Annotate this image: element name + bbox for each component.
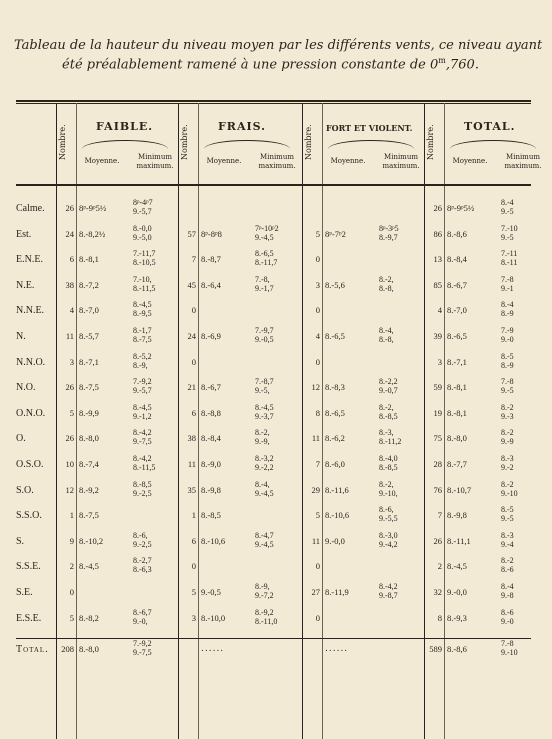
count-value: 26: [65, 382, 74, 393]
min-value: 8.-2: [501, 556, 514, 566]
max-value: 9.-5,0: [133, 232, 152, 242]
min-value: 7.-11: [501, 249, 518, 259]
row-label: N.O.: [16, 382, 36, 394]
max-value: 8.-8,: [379, 283, 394, 293]
count-value: 26: [433, 203, 442, 213]
max-value: 8.-6,3: [133, 565, 152, 575]
row-label: O.N.O.: [16, 407, 46, 419]
mean-value: 8.-8,7: [201, 254, 221, 265]
min-value: 8.-2,: [379, 479, 394, 489]
max-value: 8.-11,7: [255, 258, 278, 268]
max-value: 9.-5: [501, 207, 514, 216]
min-value: 8.-2: [501, 479, 514, 489]
count-value: 39: [433, 331, 442, 341]
min-value: 8.-2: [501, 428, 514, 438]
min-value: 8.-4: [501, 300, 514, 310]
max-value: 8.-11,2: [379, 437, 402, 447]
mean-value: 8.-5,6: [325, 279, 345, 290]
count-value: 0: [315, 612, 320, 623]
min-value: 8.-4,7: [255, 530, 274, 540]
count-value: 38: [187, 433, 196, 444]
mean-value: 8.-8,1: [447, 382, 467, 393]
min-value: 8.-8,5: [133, 479, 152, 489]
min-value: 8ᵖ-4ᵖ7: [133, 198, 153, 207]
row-label: N.E.: [16, 279, 35, 291]
count-value: 5: [69, 407, 74, 418]
row-label: N.N.E.: [16, 305, 45, 317]
max-value: 9.-5,7: [133, 386, 152, 396]
nombre-divider: [76, 103, 77, 739]
max-value: 9.-3,7: [255, 411, 274, 421]
minmax-header-max: maximum.: [258, 162, 296, 170]
count-value: 32: [433, 587, 442, 597]
mean-value: 8.-11,1: [447, 535, 471, 546]
mean-value: 8.-8,1: [447, 407, 467, 418]
row-label: O.S.O.: [16, 459, 44, 470]
row-label: S.S.E.: [16, 561, 41, 573]
count-value: 7: [315, 459, 320, 469]
count-value: 76: [433, 484, 442, 495]
row-label: Est.: [16, 228, 32, 240]
mean-value: 8.-7,0: [447, 305, 467, 316]
moyenne-header: Moyenne.: [452, 157, 488, 165]
min-value: 8.-3,2: [255, 454, 274, 463]
count-value: 1: [69, 510, 74, 521]
row-label: S.E.: [16, 587, 33, 598]
count-value: 4: [437, 305, 442, 316]
max-value: 9.-1,2: [133, 411, 152, 421]
mean-value: 8.-7,0: [79, 305, 99, 316]
mean-value: 8.-8,0: [79, 433, 99, 444]
max-value: 9.-9,: [255, 437, 270, 447]
count-value: 26: [65, 203, 74, 213]
mean-value: 8.-7,7: [447, 459, 467, 469]
row-label: N.: [16, 331, 26, 342]
count-value: 19: [433, 407, 442, 418]
min-value: 7.-10,: [133, 274, 152, 284]
row-label: E.N.E.: [16, 254, 43, 266]
max-value: 9.-1: [501, 283, 514, 293]
mean-value: 8.-10,6: [325, 510, 350, 521]
max-value: 9.-4,5: [255, 232, 274, 242]
mean-value: 8ᵖ-7ᵖ2: [325, 228, 346, 239]
mean-value: 8.-4,5: [79, 561, 99, 572]
mean-value: 9.-0,0: [447, 587, 467, 597]
count-value: 26: [65, 433, 74, 444]
min-value: 8.-4,2: [133, 428, 152, 438]
min-value: 8.-9,2: [255, 607, 274, 617]
group-header: FAIBLE.: [96, 120, 154, 133]
min-value: 7ᵖ-10ᵖ2: [255, 223, 279, 233]
count-value: 0: [191, 305, 196, 316]
moyenne-header: Moyenne.: [330, 157, 366, 165]
moyenne-header: Moyenne.: [206, 157, 242, 165]
title-line-1: Tableau de la hauteur du niveau moyen par les différents vents, ce niveau ayant: [14, 38, 543, 53]
max-value: 9.-4,5: [255, 539, 274, 549]
total-rule: [16, 638, 531, 639]
count-value: 6: [69, 254, 74, 265]
max-value: 8.-7,5: [133, 335, 152, 344]
mean-value: 8.-10,7: [447, 484, 472, 495]
max-value: 8.-8,: [379, 335, 394, 344]
min-value: 8.-4,2: [133, 454, 152, 463]
minmax-header-max: maximum.: [382, 162, 420, 170]
count-value: 589: [429, 644, 442, 655]
count-value: 0: [315, 561, 320, 572]
nombre-divider: [444, 103, 445, 739]
max-value: 8.-11: [501, 258, 518, 268]
top-rule: [16, 100, 531, 102]
group-brace: [82, 140, 168, 149]
max-value: 9.-5: [501, 514, 514, 524]
min-value: 7.-9,2: [133, 377, 152, 387]
min-value: 7.-9: [501, 326, 514, 335]
min-value: 8.-3,: [379, 428, 394, 438]
max-value: 9.-0: [501, 616, 514, 626]
nombre-divider: [322, 103, 323, 739]
minmax-header-max: maximum.: [504, 162, 542, 170]
mean-value: 8.-8,5: [201, 510, 221, 521]
min-value: 8.-2,: [379, 402, 394, 412]
max-value: 9.-2,5: [133, 539, 152, 549]
max-value: 9.-0,7: [379, 386, 398, 396]
min-value: 7.-9,2: [133, 639, 152, 649]
nombre-header: Nombre.: [426, 124, 435, 160]
min-value: 8.-2,2: [379, 377, 398, 387]
count-value: 24: [187, 331, 196, 341]
count-value: 5: [69, 612, 74, 623]
min-value: 8.-2,7: [133, 556, 152, 566]
max-value: 9.-8: [501, 591, 514, 600]
max-value: 9.-2: [501, 463, 514, 472]
mean-value: 8.-8,4: [201, 433, 221, 444]
max-value: 9.-10,: [379, 488, 398, 498]
min-value: 7.-8,: [255, 274, 270, 284]
min-value: 8.-2,: [255, 428, 270, 438]
mean-value: 8ᵖ-8ᵖ8: [201, 228, 222, 239]
max-value: 8.-9,5: [133, 309, 152, 319]
count-value: 0: [69, 587, 74, 597]
max-value: 9.-4,5: [255, 488, 274, 498]
group-brace: [204, 140, 290, 149]
max-value: 8.-8,5: [379, 411, 398, 421]
mean-value: 8.-6,7: [447, 279, 467, 290]
count-value: 85: [433, 279, 442, 290]
count-value: 8: [437, 612, 442, 623]
mean-value: 8.-11,6: [325, 484, 349, 495]
mean-value: 8.-10,6: [201, 535, 226, 546]
row-label: S.S.O.: [16, 510, 42, 522]
max-value: 9.-10: [501, 488, 518, 498]
min-value: 8.-4,5: [255, 402, 274, 412]
count-value: 11: [311, 433, 320, 444]
count-value: 6: [191, 407, 196, 418]
table-title: [14, 38, 543, 73]
count-value: 9: [69, 535, 74, 546]
count-value: 75: [433, 433, 442, 444]
mean-value: 8.-7,5: [79, 510, 99, 521]
group-brace: [328, 140, 414, 149]
count-value: 86: [433, 228, 442, 239]
min-value: 8.-3,0: [379, 530, 398, 540]
group-divider: [302, 103, 303, 739]
count-value: 29: [311, 484, 320, 495]
min-value: 8.-2,: [379, 274, 394, 284]
min-value: 7.-8,7: [255, 377, 274, 387]
max-value: 9.-4,2: [379, 539, 398, 549]
mean-value: 8.-5,7: [79, 331, 99, 341]
max-value: 8.-11,5: [133, 463, 156, 472]
row-label: O.: [16, 433, 26, 445]
count-value: 2: [69, 561, 74, 572]
count-value: 11: [65, 331, 74, 341]
min-value: 7.-8: [501, 377, 514, 387]
max-value: 9.-0,: [133, 616, 148, 626]
min-value: 8.-4: [501, 198, 514, 207]
min-value: 8.-4,2: [379, 582, 398, 591]
count-value: 7: [437, 510, 442, 521]
group-header: FRAIS.: [218, 120, 267, 133]
max-value: 9.-5,5: [379, 514, 398, 524]
max-value: 9.-9: [501, 437, 514, 447]
count-value: 27: [311, 587, 320, 597]
count-value: 3: [437, 356, 442, 367]
max-value: 8.-11,0: [255, 616, 278, 626]
count-value: 35: [187, 484, 196, 495]
min-value: 8.-6,7: [133, 607, 152, 617]
mean-value: 8ᵖ-9ᵖ5½: [79, 203, 107, 213]
min-value: 8.-5,2: [133, 351, 152, 361]
min-value: 7.-8: [501, 639, 514, 649]
mean-value: 8.-8,0: [447, 433, 467, 444]
count-value: 12: [65, 484, 74, 495]
row-label: Total.: [16, 644, 49, 656]
max-value: 9.-7,5: [133, 648, 152, 658]
nombre-header: Nombre.: [58, 124, 67, 160]
mean-value: 8.-7,4: [79, 459, 99, 469]
nombre-divider: [198, 103, 199, 739]
mean-value: 9.-0,0: [325, 535, 345, 546]
minmax-header-max: maximum.: [136, 162, 174, 170]
mean-value: 8.-6,4: [201, 279, 221, 290]
mean-value: 8.-9,9: [79, 407, 99, 418]
minmax-header-min: Minimum: [506, 153, 540, 161]
count-value: 0: [315, 254, 320, 265]
mean-value: 8.-8,6: [447, 644, 467, 655]
min-value: 8.-4,5: [133, 402, 152, 412]
count-value: 0: [315, 305, 320, 316]
mean-value: 8.-9,3: [447, 612, 467, 623]
count-value: 0: [191, 561, 196, 572]
max-value: 9.-5,: [255, 386, 270, 396]
max-value: 8.-8,5: [379, 463, 398, 472]
max-value: 8.-9,7: [379, 232, 398, 242]
row-label: S.: [16, 535, 25, 547]
max-value: 9.-5,7: [133, 207, 152, 216]
count-value: 4: [69, 305, 74, 316]
mean-value: 8.-7,1: [447, 356, 467, 367]
minmax-header-min: Minimum: [384, 153, 418, 161]
count-value: 21: [187, 382, 196, 393]
nombre-header: Nombre.: [180, 124, 189, 160]
mean-value: 8.-6,5: [325, 407, 345, 418]
min-value: 8.-4: [501, 582, 514, 591]
mean-value: 8.-10,0: [201, 612, 226, 623]
max-value: 9.-5: [501, 386, 514, 396]
mean-value: 9.-0,5: [201, 587, 221, 597]
max-value: 9.-1,7: [255, 283, 274, 293]
max-value: 9.-3: [501, 411, 514, 421]
header-rule: [16, 184, 531, 186]
min-value: 7.-9,7: [255, 326, 274, 335]
min-value: 8.-1,7: [133, 326, 152, 335]
count-value: 10: [65, 459, 74, 469]
count-value: 3: [315, 279, 320, 290]
min-value: 8.-4,: [255, 479, 270, 489]
count-value: 28: [433, 459, 442, 469]
mean-value: 8.-7,2: [79, 279, 99, 290]
mean-value: 8.-10,2: [79, 535, 104, 546]
min-value: 8.-4,: [379, 326, 394, 335]
mean-value: 8.-8,4: [447, 254, 467, 265]
group-brace: [450, 140, 536, 149]
mean-value: ......: [325, 644, 349, 655]
mean-value: 8.-6,7: [201, 382, 221, 393]
count-value: 59: [433, 382, 442, 393]
count-value: 8: [315, 407, 320, 418]
mean-value: 8.-6,5: [325, 331, 345, 341]
max-value: 9.-0: [501, 335, 514, 344]
min-value: 7.-8: [501, 274, 514, 284]
count-value: 5: [315, 228, 320, 239]
count-value: 5: [191, 587, 196, 597]
count-value: 57: [187, 228, 196, 239]
min-value: 8.-9,: [255, 582, 270, 591]
max-value: 9.-5: [501, 232, 514, 242]
group-header: FORT ET VIOLENT.: [326, 123, 413, 133]
count-value: 11: [311, 535, 320, 546]
mean-value: 8.-7,1: [79, 356, 99, 367]
mean-value: ......: [201, 644, 225, 655]
mean-value: 8.-8,2: [79, 612, 99, 623]
count-value: 13: [433, 254, 442, 265]
row-label: E.S.E.: [16, 612, 42, 624]
min-value: 8.-6,5: [255, 249, 274, 259]
count-value: 6: [191, 535, 196, 546]
count-value: 12: [311, 382, 320, 393]
min-value: 8.-3: [501, 454, 514, 463]
count-value: 0: [191, 356, 196, 367]
max-value: 8.-9: [501, 309, 514, 319]
mean-value: 8.-6,5: [447, 331, 467, 341]
max-value: 9.-7,5: [133, 437, 152, 447]
mean-value: 8ᵖ-9ᵖ5½: [447, 203, 475, 213]
min-value: 8.-5: [501, 351, 514, 361]
count-value: 0: [315, 356, 320, 367]
mean-value: 8.-8,0: [79, 644, 99, 655]
count-value: 3: [69, 356, 74, 367]
min-value: 8.-6,: [133, 530, 148, 540]
top-rule-thin: [16, 103, 531, 104]
count-value: 7: [191, 254, 196, 265]
min-value: 8.-4,0: [379, 454, 398, 463]
group-divider: [178, 103, 179, 739]
count-value: 24: [65, 228, 74, 239]
count-value: 11: [187, 459, 196, 469]
min-value: 8.-0,0: [133, 223, 152, 233]
max-value: 8.-9: [501, 360, 514, 370]
mean-value: 8.-11,9: [325, 587, 349, 597]
max-value: 8.-6: [501, 565, 514, 575]
min-value: 8.-2: [501, 402, 514, 412]
minmax-header-min: Minimum: [138, 153, 172, 161]
max-value: 8.-11,5: [133, 283, 156, 293]
mean-value: 8.-8,1: [79, 254, 99, 265]
max-value: 9.-10: [501, 648, 518, 658]
count-value: 26: [433, 535, 442, 546]
mean-value: 8.-6,2: [325, 433, 345, 444]
max-value: 9.-2,2: [255, 463, 274, 472]
min-value: 7.-11,7: [133, 249, 156, 259]
mean-value: 8.-9,8: [201, 484, 221, 495]
nombre-header: Nombre.: [304, 124, 313, 160]
count-value: 5: [315, 510, 320, 521]
max-value: 9.-7,2: [255, 591, 274, 600]
count-value: 1: [191, 510, 196, 521]
min-value: 8ᵖ-3ᵖ5: [379, 223, 399, 233]
count-value: 2: [437, 561, 442, 572]
row-label: S.O.: [16, 484, 34, 496]
minmax-header-min: Minimum: [260, 153, 294, 161]
mean-value: 8.-6,9: [201, 331, 221, 341]
count-value: 45: [187, 279, 196, 290]
group-header: TOTAL.: [464, 120, 516, 133]
min-value: 8.-4,5: [133, 300, 152, 310]
mean-value: 8.-8,3: [325, 382, 345, 393]
title-line-2: été préalablement ramené à une pression constante de 0$^m$,760.: [62, 56, 479, 73]
moyenne-header: Moyenne.: [84, 157, 120, 165]
min-value: 7.-10: [501, 223, 518, 233]
min-value: 8.-6: [501, 607, 514, 617]
min-value: 8.-5: [501, 505, 514, 515]
min-value: 8.-6,: [379, 505, 394, 515]
count-value: 4: [315, 331, 320, 341]
max-value: 9.-0,5: [255, 335, 274, 344]
mean-value: 8.-8,8: [201, 407, 221, 418]
mean-value: 8.-8,2½: [79, 228, 106, 239]
mean-value: 8.-8,6: [447, 228, 467, 239]
row-label: N.N.O.: [16, 356, 46, 368]
mean-value: 8.-9,2: [79, 484, 99, 495]
count-value: 38: [65, 279, 74, 290]
count-value: 3: [191, 612, 196, 623]
max-value: 9.-8,7: [379, 591, 398, 600]
max-value: 8.-9,: [133, 360, 148, 370]
mean-value: 8.-7,5: [79, 382, 99, 393]
mean-value: 8.-4,5: [447, 561, 467, 572]
mean-value: 8.-6,0: [325, 459, 345, 469]
max-value: 9.-4: [501, 539, 514, 549]
mean-value: 8.-9,8: [447, 510, 467, 521]
mean-value: 8.-9,0: [201, 459, 221, 469]
row-label: Calme.: [16, 203, 45, 214]
max-value: 8.-10,5: [133, 258, 156, 268]
count-value: 208: [61, 644, 74, 655]
min-value: 8.-3: [501, 530, 514, 540]
max-value: 9.-2,5: [133, 488, 152, 498]
